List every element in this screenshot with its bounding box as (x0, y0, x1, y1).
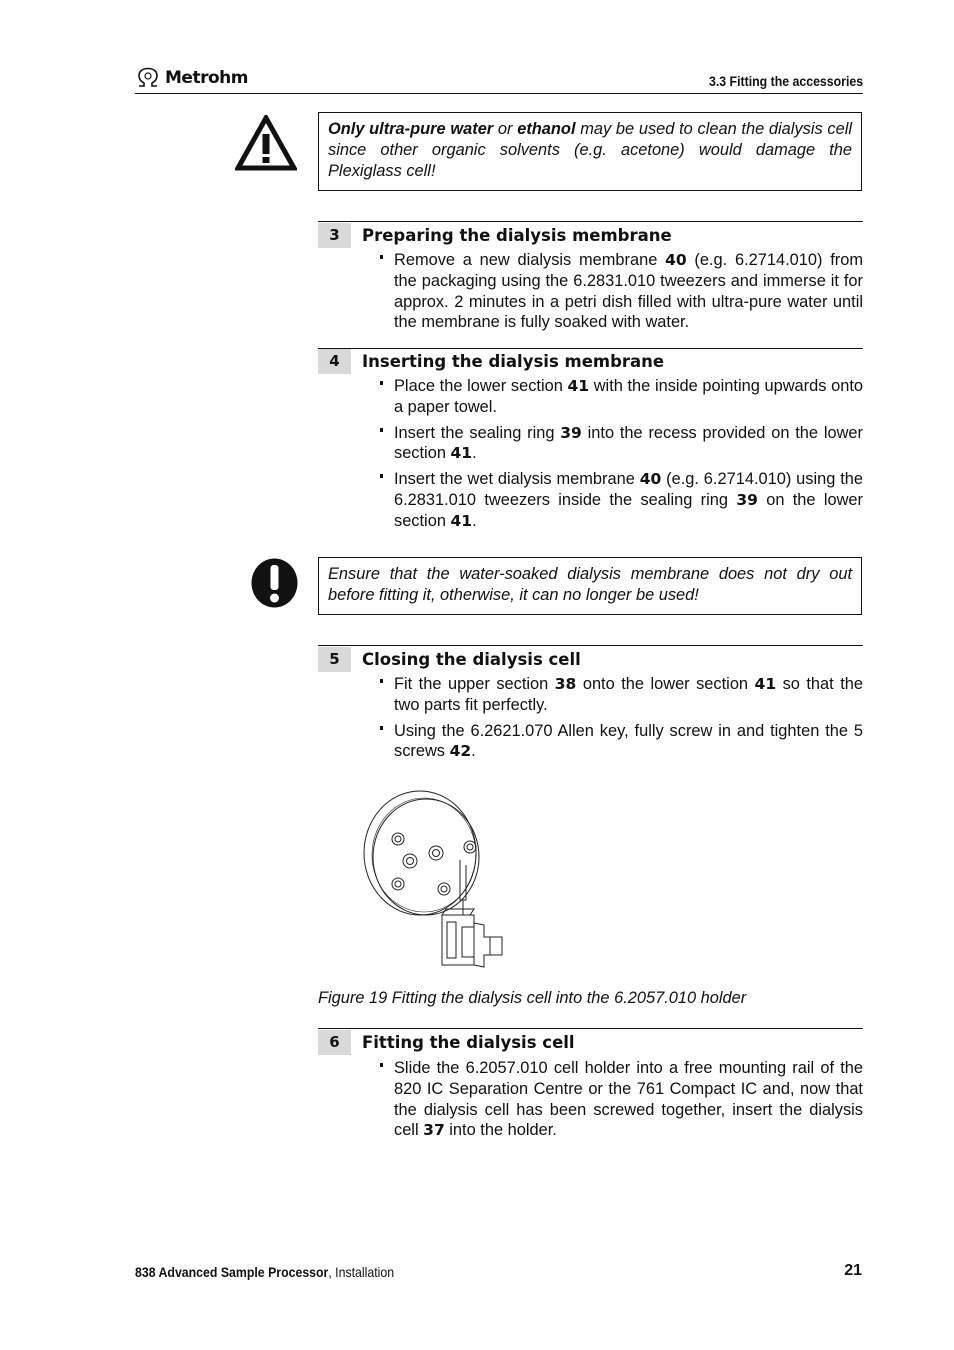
footer-suffix: , Installation (328, 1264, 395, 1280)
step-3-number: 3 (318, 223, 351, 248)
step-3-bullets (380, 250, 863, 338)
warning-box (318, 112, 862, 191)
step-5-number: 5 (318, 647, 351, 672)
warning-text-or: or (493, 120, 518, 138)
list-item: Fit the upper section 38 onto the lower section 41 so that the two parts fit perfectly. (380, 674, 863, 716)
step-4-bullets (380, 376, 863, 537)
note-box: Ensure that the water-soaked dialysis membrane does not dry out before fitting it, otherwise, it can no longer be used! (318, 557, 862, 615)
step-6-number: 6 (318, 1030, 351, 1055)
page-number: 21 (844, 1262, 862, 1279)
step-4-title: Inserting the dialysis membrane (362, 352, 665, 371)
warning-triangle-icon (235, 115, 297, 171)
dialysis-cell-figure (362, 785, 507, 971)
warning-emphasis-2: ethanol (517, 120, 576, 138)
warning-text: may be used to clean the dialysis cell since other organic solvents (e.g. acetone) would damage the Plexiglass cell! (328, 120, 852, 180)
brand-name: Metrohm (165, 68, 248, 88)
step-3-title: Preparing the dialysis membrane (362, 226, 672, 245)
exclamation-note-icon (251, 558, 298, 608)
step-6-bullets (380, 1058, 863, 1146)
header-divider (135, 93, 863, 94)
metrohm-logo (135, 66, 248, 90)
figure-caption: Figure 19 Fitting the dialysis cell into the 6.2057.010 holder (318, 989, 747, 1007)
list-item: Using the 6.2621.070 Allen key, fully screw in and tighten the 5 screws 42. (380, 721, 863, 763)
step-5-bullets (380, 674, 863, 767)
footer-product-name: 838 Advanced Sample Processor (135, 1264, 329, 1280)
footer-product (135, 1264, 394, 1280)
list-item: Remove a new dialysis membrane 40 (e.g. 6.2714.010) from the packaging using the 6.2831.010 tweezers and immerse it for approx. 2 minutes in a petri dish filled with ultra-pure water until the membrane is fully soaked with water. (380, 250, 863, 333)
list-item: Insert the sealing ring 39 into the recess provided on the lower section 41. (380, 423, 863, 465)
step-5-title: Closing the dialysis cell (362, 650, 581, 669)
step-4-number: 4 (318, 349, 351, 374)
step-6-rule (318, 1028, 863, 1029)
list-item: Slide the 6.2057.010 cell holder into a free mounting rail of the 820 IC Separation Centre or the 761 Compact IC and, now that the dialysis cell has been screwed together, insert the dialysis cell 37 into the holder. (380, 1058, 863, 1141)
section-reference: 3.3 Fitting the accessories (708, 73, 863, 89)
step-5-rule (318, 645, 863, 646)
list-item: Place the lower section 41 with the inside pointing upwards onto a paper towel. (380, 376, 863, 418)
warning-emphasis-1: Only ultra-pure water (328, 120, 494, 138)
list-item: Insert the wet dialysis membrane 40 (e.g. 6.2714.010) using the 6.2831.010 tweezers inside the sealing ring 39 on the lower section 41. (380, 469, 863, 531)
step-6-title: Fitting the dialysis cell (362, 1033, 575, 1052)
omega-logo-icon (135, 67, 161, 89)
step-3-rule (318, 221, 863, 222)
